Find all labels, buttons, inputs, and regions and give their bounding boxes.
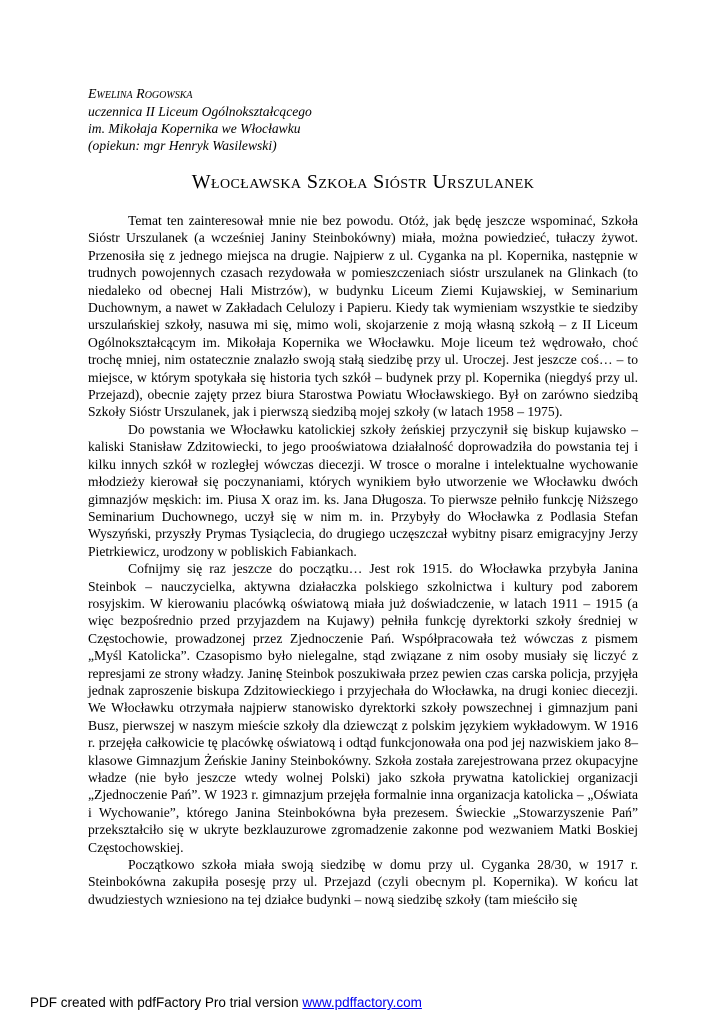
- article-title: Włocławska Szkoła Sióstr Urszulanek: [191, 171, 535, 193]
- document-page: [88, 86, 638, 908]
- pdf-footer: [30, 995, 422, 1010]
- author-affiliation-school: uczennica II Liceum Ogólnokształcącego: [88, 104, 312, 119]
- author-block: [88, 86, 638, 154]
- paragraph: Cofnijmy się raz jeszcze do początku… Jest rok 1915. do Włocławka przybyła Janina Steinbok – nauczycielka, aktywna działaczka polskiego szkolnictwa i kultury pod zaborem rosyjskim. W kierowaniu placówką oświatową miała już doświadczenie, w latach 1911 – 1915 (a więc bezpośrednio przed przyjazdem na Kujawy) pełniła funkcję dyrektorki szkoły średniej w Częstochowie, prowadzonej przez Zjednoczenie Pań. Współpracowała też wówczas z pismem „Myśl Katolicka”. Czasopismo było nielegalne, stąd związane z nim osoby musiały się liczyć z represjami ze strony władzy. Janinę Steinbok poszukiwała przez pewien czas carska policja, przyjęła jednak zaproszenie biskupa Zdzitowieckiego i przyjechała do Włocławka, na drugi koniec diecezji. We Włocławku otrzymała najpierw stanowisko dyrektorki szkoły powszechnej i gimnazjum pani Busz, pierwszej w naszym mieście szkoły dla dziewcząt z polskim językiem wykładowym. W 1916 r. przejęła całkowicie tę placówkę oświatową i odtąd funkcjonowała ona pod jej nazwiskiem jako 8–klasowe Gimnazjum Żeńskie Janiny Steinbokówny. Szkoła została zarejestrowana przez okupacyjne władze (nie było jeszcze wtedy wolnej Polski) jako szkoła prywatna katolickiej organizacji „Zjednoczenie Pań”. W 1923 r. gimnazjum przejęła formalnie inna organizacja katolicka – „Oświata i Wychowanie”, którego Janina Steinbokówna była prezesem. Świeckie „Stowarzyszenie Pań” przekształciło się w ukryte bezklauzurowe zgromadzenie zakonne pod wezwaniem Matki Boskiej Częstochowskiej.: [88, 561, 638, 855]
- author-supervisor: (opiekun: mgr Henryk Wasilewski): [88, 138, 277, 153]
- footer-link[interactable]: www.pdffactory.com: [302, 995, 422, 1010]
- paragraph: Temat ten zainteresował mnie nie bez powodu. Otóż, jak będę jeszcze wspominać, Szkoła Sióstr Urszulanek (a wcześniej Janiny Steinbokówny) miała, można powiedzieć, tułaczy żywot. Przenosiła się z jednego miejsca na drugie. Najpierw z ul. Cyganka na pl. Kopernika, następnie w trudnych powojennych czasach rezydowała w pomieszczeniach sióstr urszulanek na Glinkach (to niedaleko od obecnej Hali Mistrzów), w budynku Liceum Ziemi Kujawskiej, w Seminarium Duchownym, a nawet w Zakładach Celulozy i Papieru. Kiedy tak wymieniam wszystkie te siedziby urszulańskiej szkoły, nasuwa mi się, mimo woli, skojarzenie z moją własną szkołą – z II Liceum Ogólnokształcącym im. Mikołaja Kopernika we Włocławku. Moje liceum też wędrowało, choć trochę mniej, nim ostatecznie znalazło swoją stałą siedzibę przy ul. Uroczej. Jest jeszcze coś… – to miejsce, w którym spotykała się historia tych szkół – budynek przy pl. Kopernika (niegdyś przy ul. Przejazd), obecnie zajęty przez biura Starostwa Powiatu Włocławskiego. Był on zarówno siedzibą Szkoły Sióstr Urszulanek, jak i pierwszą siedzibą mojej szkoły (w latach 1958 – 1975).: [88, 213, 638, 420]
- author-name: Ewelina Rogowska: [88, 87, 193, 102]
- article-body: [88, 212, 638, 908]
- paragraph: Początkowo szkoła miała swoją siedzibę w domu przy ul. Cyganka 28/30, w 1917 r. Steinbokówna zakupiła posesję przy ul. Przejazd (czyli obecnym pl. Kopernika). W końcu lat dwudziestych wzniesiono na tej działce budynki – nową siedzibę szkoły (tam mieściło się: [88, 857, 638, 907]
- paragraph: Do powstania we Włocławku katolickiej szkoły żeńskiej przyczynił się biskup kujawsko – kaliski Stanisław Zdzitowiecki, to jego prooświatowa działalność doprowadziła do powstania tej i kilku innych szkół w rozległej wówczas diecezji. W trosce o moralne i intelektualne wychowanie młodzieży kierował się poczynaniami, których wynikiem było utworzenie we Włocławku dwóch gimnazjów męskich: im. Piusa X oraz im. ks. Jana Długosza. To pierwsze pełniło funkcję Niższego Seminarium Duchownego, uczył się w nim m. in. Przybyły do Włocławka z Podlasia Stefan Wyszyński, przyszły Prymas Tysiąclecia, do drugiego uczęszczał wybitny pisarz emigracyjny Jerzy Pietrkiewicz, urodzony w pobliskich Fabiankach.: [88, 421, 638, 559]
- footer-text: PDF created with pdfFactory Pro trial version: [30, 995, 303, 1010]
- author-affiliation-patron: im. Mikołaja Kopernika we Włocławku: [88, 121, 301, 136]
